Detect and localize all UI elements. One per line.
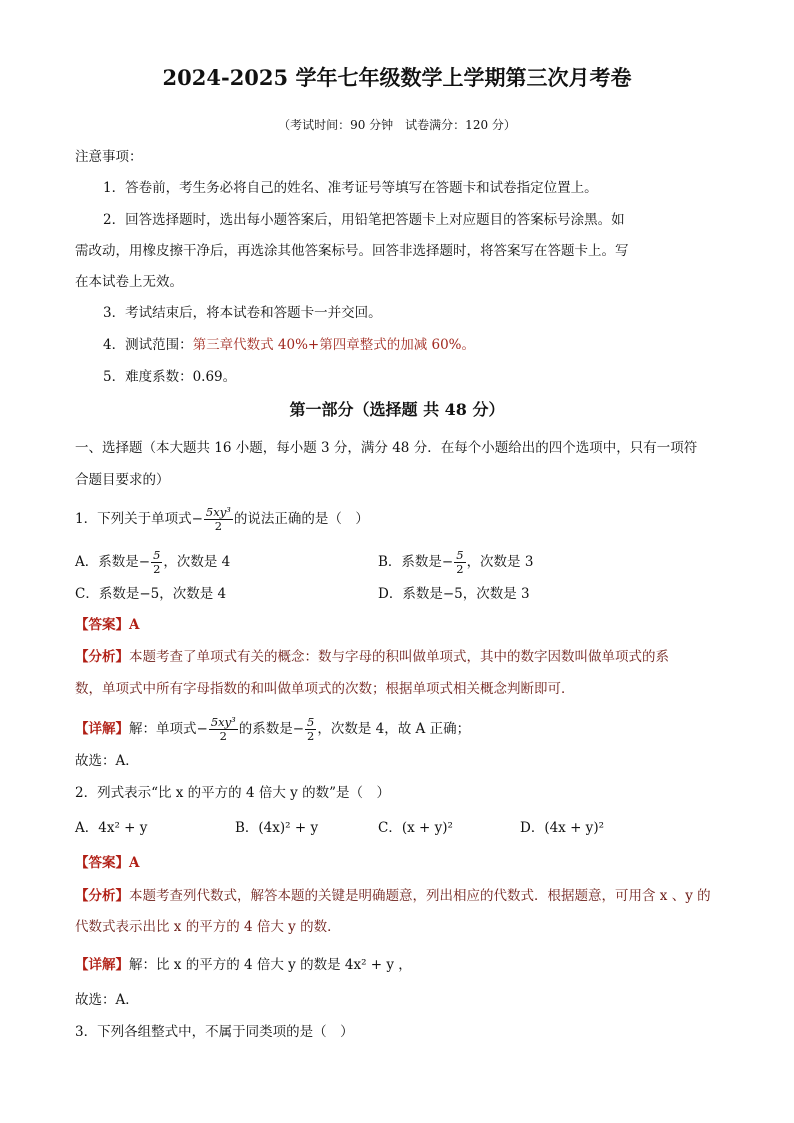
q1-opt-b-tail: ，次数是 3 — [466, 554, 534, 570]
q1-answer-tag: 【答案】 — [75, 617, 129, 633]
q1-opt-a-tail: ，次数是 4 — [163, 554, 231, 570]
q1-opt-b-den: 2 — [456, 562, 464, 576]
q1-detail-c: ，次数是 4，故 A 正确； — [317, 721, 471, 737]
q2-detail — [75, 955, 412, 975]
q1-answer — [75, 615, 139, 635]
q2-answer-tag: 【答案】 — [75, 855, 129, 871]
q1-opt-a-fraction — [151, 549, 162, 576]
q2-analysis-tag: 【分析】 — [75, 888, 129, 904]
note-2b: 需改动，用橡皮擦干净后，再选涂其他答案标号。回答非选择题时，将答案写在答题卡上。写 — [75, 243, 629, 259]
q1-detail-coef — [305, 716, 316, 743]
note-4 — [103, 335, 475, 355]
q1-analysis-text: 本题考查了单项式有关的概念：数与字母的积叫做单项式，其中的数字因数叫做单项式的系 — [129, 649, 669, 665]
q2-option-b: B．(4x)² + y — [235, 820, 319, 836]
q1-detail-fraction — [209, 716, 238, 743]
q1-analysis-b: 数，单项式中所有字母指数的和叫做单项式的次数；根据单项式相关概念判断即可． — [75, 681, 575, 697]
q2-answer-value: A — [129, 855, 140, 871]
q2-analysis-a — [75, 886, 711, 906]
q2-stem: 2．列式表示“比 x 的平方的 4 倍大 y 的数”是（ ） — [75, 785, 390, 801]
q1-detail-coef-den: 2 — [307, 729, 315, 743]
q1-answer-value: A — [129, 617, 140, 633]
q2-analysis-b: 代数式表示出比 x 的平方的 4 倍大 y 的数． — [75, 919, 341, 935]
q1-analysis-tag: 【分析】 — [75, 649, 129, 665]
q1-frac-den: 2 — [214, 519, 223, 533]
q1-monomial-fraction — [204, 506, 233, 533]
q1-opt-a-num: 5 — [153, 548, 161, 562]
q1-stem: 1．下列关于单项式− $\frac{\text{5xy³}}{2}$ 的说法正确的是（ ） — [75, 505, 369, 533]
q1-choose: 故选：A． — [75, 753, 139, 769]
note-4-prefix: 4．测试范围： — [103, 337, 193, 353]
section-title: 第一部分（选择题 共 48 分） — [289, 400, 505, 419]
q1-detail-b: 的系数是 — [238, 721, 293, 737]
q1-detail-a: 解：单项式 — [129, 721, 197, 737]
q1-opt-b-label: B．系数是 — [378, 554, 442, 570]
q1-option-c: C．系数是−5，次数是 4 — [75, 586, 227, 602]
q1-option-b: B．系数是− $\frac{5}{2}$ ，次数是 3 — [378, 548, 534, 576]
q2-option-c: C．(x + y)² — [378, 820, 453, 836]
exam-info: （考试时间：90 分钟 试卷满分：120 分） — [278, 118, 516, 132]
note-3: 3．考试结束后，将本试卷和答题卡一并交回。 — [103, 305, 382, 321]
q2-detail-text: 解：比 x 的平方的 4 倍大 y 的数是 4x² + y ， — [129, 957, 412, 973]
q1-stem-text: 1．下列关于单项式 — [75, 511, 192, 527]
q2-choose: 故选：A． — [75, 992, 139, 1008]
q2-option-d: D．(4x + y)² — [520, 820, 604, 836]
q1-detail-num: 5xy³ — [210, 715, 236, 729]
note-4-range: 第三章代数式 40%+第四章整式的加减 60%。 — [192, 337, 475, 353]
note-5: 5．难度系数：0.69。 — [103, 369, 237, 385]
q1-opt-b-num: 5 — [456, 548, 464, 562]
q1-opt-b-fraction — [454, 549, 465, 576]
section-intro-a: 一、选择题（本大题共 16 小题，每小题 3 分，满分 48 分．在每个小题给出的四个选项中，只有一项符 — [75, 440, 698, 456]
note-1: 1．答卷前，考生务必将自己的姓名、准考证号等填写在答题卡和试卷指定位置上。 — [103, 180, 598, 196]
q1-analysis-a — [75, 647, 669, 667]
section-intro-b: 合题目要求的） — [75, 472, 170, 488]
q1-option-a: A．系数是− $\frac{5}{2}$ ，次数是 4 — [75, 548, 231, 576]
q1-opt-a-label: A．系数是 — [75, 554, 139, 570]
q3-stem: 3．下列各组整式中，不属于同类项的是（ ） — [75, 1024, 354, 1040]
q1-detail-den: 2 — [219, 729, 227, 743]
q1-frac-num: 5xy³ — [205, 505, 231, 519]
note-2a: 2．回答选择题时，选出每小题答案后，用铅笔把答题卡上对应题目的答案标号涂黑。如 — [103, 212, 625, 228]
q2-analysis-text: 本题考查列代数式，解答本题的关键是明确题意，列出相应的代数式．根据题意，可用含 x 、y 的 — [129, 888, 711, 904]
q2-answer — [75, 853, 139, 873]
q1-opt-a-den: 2 — [153, 562, 161, 576]
notes-heading: 注意事项： — [75, 149, 143, 165]
q1-option-d: D．系数是−5，次数是 3 — [378, 586, 530, 602]
q2-option-a: A．4x² + y — [75, 820, 148, 836]
q1-detail-coef-num: 5 — [307, 715, 315, 729]
q1-detail: 【详解】解：单项式− $\frac{\text{5xy³}}{2}$ 的系数是− $\frac{5}{2}$ ，次数是 4，故 A 正确； — [75, 715, 471, 743]
q2-detail-tag: 【详解】 — [75, 957, 129, 973]
q1-detail-tag: 【详解】 — [75, 721, 129, 737]
note-2c: 在本试卷上无效。 — [75, 274, 183, 290]
q1-stem-tail: 的说法正确的是（ ） — [233, 511, 369, 527]
page-title: 2024-2025 学年七年级数学上学期第三次月考卷 — [162, 65, 632, 90]
